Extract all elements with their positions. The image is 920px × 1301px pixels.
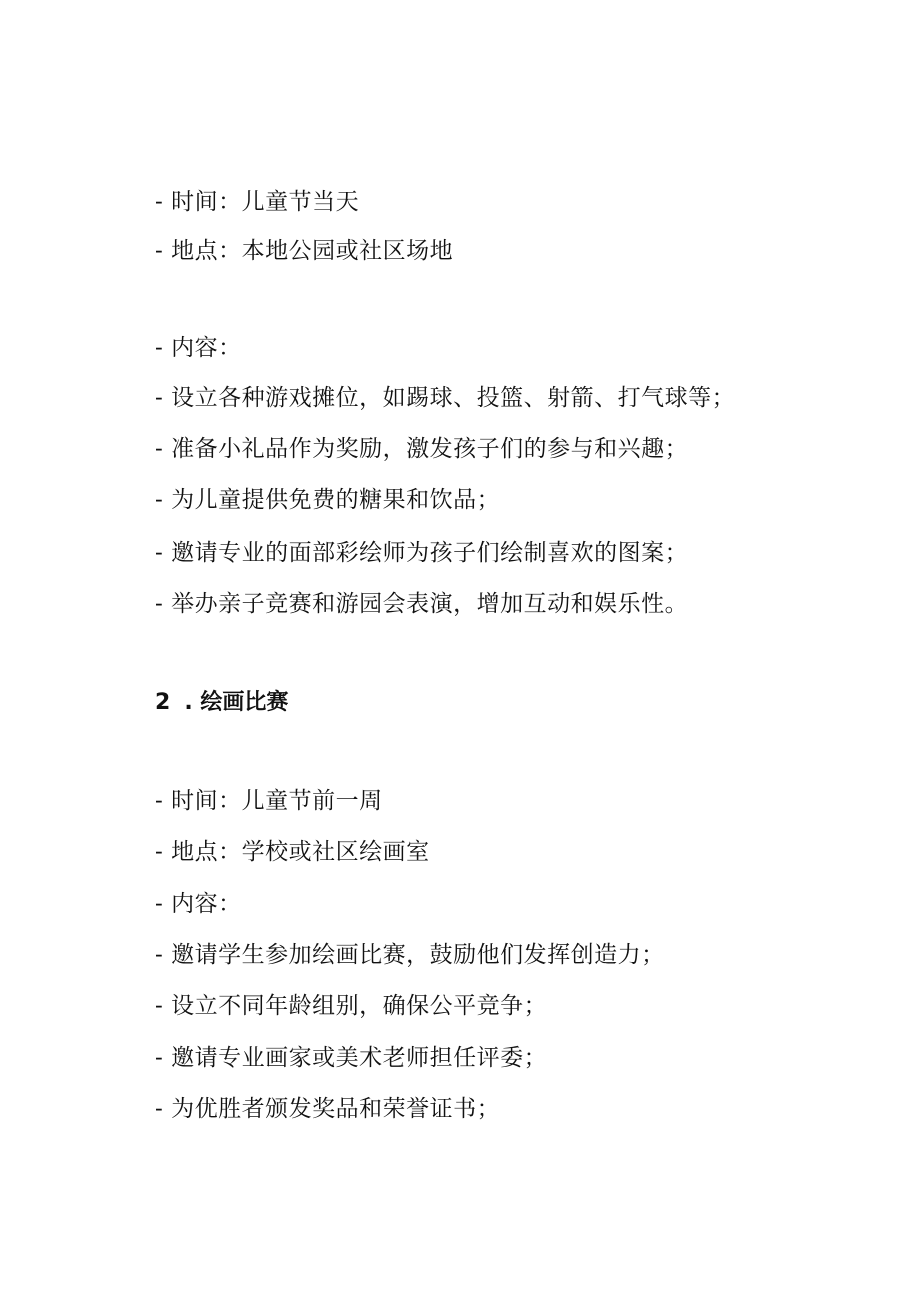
list-item: - 邀请学生参加绘画比赛，鼓励他们发挥创造力； <box>155 942 665 968</box>
section1-place: - 地点：本地公园或社区场地 <box>155 238 454 264</box>
list-item: - 准备小礼品作为奖励，激发孩子们的参与和兴趣； <box>155 436 689 462</box>
section1-time: - 时间：儿童节当天 <box>155 189 360 215</box>
section2-heading <box>155 688 288 718</box>
section2-time: - 时间：儿童节前一周 <box>155 788 383 814</box>
list-item: - 为儿童提供免费的糖果和饮品； <box>155 487 501 513</box>
list-item: - 为优胜者颁发奖品和荣誉证书； <box>155 1096 501 1122</box>
section2-number: 2 <box>155 690 171 715</box>
list-item: - 设立各种游戏摊位，如踢球、投篮、射箭、打气球等； <box>155 385 736 411</box>
section2-title: . 绘画比赛 <box>184 690 289 715</box>
list-item: - 邀请专业画家或美术老师担任评委； <box>155 1045 548 1071</box>
list-item: - 设立不同年龄组别，确保公平竞争； <box>155 993 548 1019</box>
list-item: - 举办亲子竞赛和游园会表演，增加互动和娱乐性。 <box>155 591 689 617</box>
list-item: - 邀请专业的面部彩绘师为孩子们绘制喜欢的图案； <box>155 540 689 566</box>
section1-content-label: - 内容： <box>155 335 242 361</box>
section2-place: - 地点：学校或社区绘画室 <box>155 839 430 865</box>
section2-content-label: - 内容： <box>155 891 242 917</box>
